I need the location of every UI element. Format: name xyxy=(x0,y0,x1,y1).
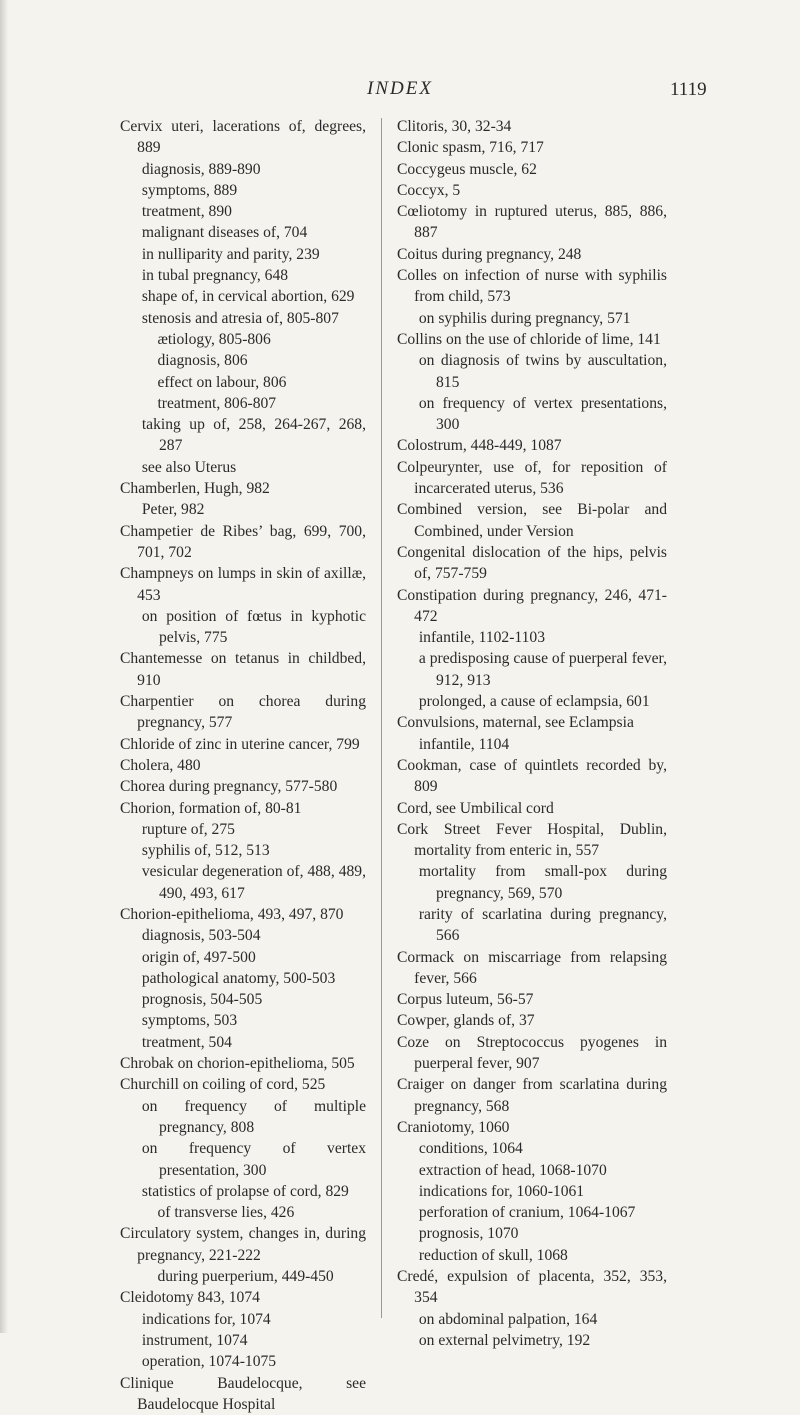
index-column-left xyxy=(120,116,366,1415)
index-entry: Cork Street Fever Hospital, Dublin, mortality from enteric in, 557 xyxy=(397,820,667,860)
page-header xyxy=(0,78,800,108)
index-entry: Colpeurynter, use of, for reposition of incarcerated uterus, 536 xyxy=(397,458,667,498)
index-entry: indications for, 1074 xyxy=(141,1310,271,1328)
index-entry: Constipation during pregnancy, 246, 471-472 xyxy=(397,586,667,625)
index-entry: see also Uterus xyxy=(141,458,237,476)
index-entry: Churchill on coiling of cord, 525 xyxy=(120,1076,326,1094)
index-entry: Champneys on lumps in skin of axillæ, 453 xyxy=(120,565,366,604)
index-entry: operation, 1074-1075 xyxy=(141,1353,277,1371)
column-divider xyxy=(381,118,382,1318)
index-entry: pathological anatomy, 500-503 xyxy=(141,969,336,987)
index-column-right xyxy=(397,116,667,1351)
index-entry: vesicular degeneration of, 488, 489, 490, 493, 617 xyxy=(141,863,366,902)
index-entry: Chloride of zinc in uterine cancer, 799 xyxy=(120,735,360,753)
index-entry: shape of, in cervical abortion, 629 xyxy=(141,288,355,306)
index-entry: of transverse lies, 426 xyxy=(157,1204,295,1222)
index-entry: treatment, 504 xyxy=(141,1033,232,1051)
index-entry: Colles on infection of nurse with syphilis from child, 573 xyxy=(397,267,667,306)
index-entry: treatment, 806-807 xyxy=(157,394,277,412)
index-entry: indications for, 1060-1061 xyxy=(418,1182,585,1200)
index-entry: rupture of, 275 xyxy=(141,820,235,838)
index-entry: Chamberlen, Hugh, 982 xyxy=(120,480,270,498)
index-entry: diagnosis, 889-890 xyxy=(141,160,261,178)
index-entry: Champetier de Ribes’ bag, 699, 700, 701, 702 xyxy=(120,522,366,561)
index-entry: symptoms, 889 xyxy=(141,181,238,199)
index-entry: Cervix uteri, lacerations of, degrees, 889 xyxy=(120,118,366,157)
index-entry: Cowper, glands of, 37 xyxy=(397,1012,535,1030)
index-entry: on frequency of vertex presentation, 300 xyxy=(141,1140,366,1179)
page-number: 1119 xyxy=(670,79,707,100)
index-entry: Clinique Baudelocque, see Baudelocque Hospital xyxy=(120,1374,366,1413)
index-entry: on frequency of multiple pregnancy, 808 xyxy=(141,1097,366,1136)
index-entry: a predisposing cause of puerperal fever, 912, 913 xyxy=(418,650,667,689)
page-edge-shadow xyxy=(0,0,8,1333)
running-title: INDEX xyxy=(367,78,433,99)
index-entry: origin of, 497-500 xyxy=(141,948,256,966)
index-entry: during puerperium, 449-450 xyxy=(157,1268,334,1286)
index-entry: prolonged, a cause of eclampsia, 601 xyxy=(418,693,650,711)
index-entry: syphilis of, 512, 513 xyxy=(141,842,270,860)
index-entry: taking up of, 258, 264-267, 268, 287 xyxy=(141,416,366,455)
index-entry: Corpus luteum, 56-57 xyxy=(397,991,534,1009)
index-entry: on diagnosis of twins by auscultation, 815 xyxy=(418,352,667,391)
index-entry: malignant diseases of, 704 xyxy=(141,224,308,242)
index-entry: Cœliotomy in ruptured uterus, 885, 886, 887 xyxy=(397,203,667,242)
index-entry: infantile, 1104 xyxy=(418,735,510,753)
index-entry: Congenital dislocation of the hips, pelvis of, 757-759 xyxy=(397,543,667,583)
index-entry: Chorion, formation of, 80-81 xyxy=(120,799,302,817)
index-entry: Collins on the use of chloride of lime, 141 xyxy=(397,330,661,348)
index-entry: on frequency of vertex presentations, 300 xyxy=(418,394,667,434)
index-entry: on position of fœtus in kyphotic pelvis, 775 xyxy=(141,607,366,647)
index-entry: extraction of head, 1068-1070 xyxy=(418,1161,607,1179)
index-entry: on syphilis during pregnancy, 571 xyxy=(418,309,631,327)
index-entry: effect on labour, 806 xyxy=(157,373,287,391)
index-entry: prognosis, 1070 xyxy=(418,1225,519,1243)
index-entry: diagnosis, 503-504 xyxy=(141,927,261,945)
index-entry: Cookman, case of quintlets recorded by, 809 xyxy=(397,756,667,796)
index-entry: treatment, 890 xyxy=(141,203,232,221)
index-entry: statistics of prolapse of cord, 829 xyxy=(141,1182,349,1200)
index-entry: Credé, expulsion of placenta, 352, 353, 354 xyxy=(397,1268,667,1307)
index-entry: stenosis and atresia of, 805-807 xyxy=(141,309,339,327)
index-entry: Coitus during pregnancy, 248 xyxy=(397,245,582,263)
index-entry: Charpentier on chorea during pregnancy, 577 xyxy=(120,693,366,732)
index-entry: reduction of skull, 1068 xyxy=(418,1246,568,1264)
index-entry: Coze on Streptococcus pyogenes in puerperal fever, 907 xyxy=(397,1033,667,1073)
index-entry: Convulsions, maternal, see Eclampsia xyxy=(397,714,634,732)
index-entry: ætiology, 805-806 xyxy=(157,330,271,348)
index-entry: Chorea during pregnancy, 577-580 xyxy=(120,778,338,796)
index-entry: in tubal pregnancy, 648 xyxy=(141,267,289,285)
index-entry: instrument, 1074 xyxy=(141,1331,248,1349)
index-entry: Peter, 982 xyxy=(141,501,205,519)
index-entry: Chantemesse on tetanus in childbed, 910 xyxy=(120,650,366,689)
index-entry: Craiger on danger from scarlatina during pregnancy, 568 xyxy=(397,1076,667,1115)
index-entry: rarity of scarlatina during pregnancy, 566 xyxy=(418,905,667,945)
index-entry: on abdominal palpation, 164 xyxy=(418,1310,598,1328)
index-entry: diagnosis, 806 xyxy=(157,352,248,370)
index-entry: Craniotomy, 1060 xyxy=(397,1118,510,1136)
index-entry: Chrobak on chorion-epithelioma, 505 xyxy=(120,1055,355,1073)
index-entry: perforation of cranium, 1064-1067 xyxy=(418,1204,636,1222)
index-entry: Clonic spasm, 716, 717 xyxy=(397,139,544,157)
index-entry: in nulliparity and parity, 239 xyxy=(141,245,320,263)
index-entry: Cormack on miscarriage from relapsing fever, 566 xyxy=(397,948,667,987)
index-entry: Combined version, see Bi-polar and Combined, under Version xyxy=(397,501,667,540)
index-entry: on external pelvimetry, 192 xyxy=(418,1331,591,1349)
index-entry: Circulatory system, changes in, during pregnancy, 221-222 xyxy=(120,1225,366,1264)
index-entry: Cleidotomy 843, 1074 xyxy=(120,1289,260,1307)
index-entry: Coccygeus muscle, 62 xyxy=(397,160,537,178)
index-entry: Colostrum, 448-449, 1087 xyxy=(397,437,562,455)
index-entry: Cholera, 480 xyxy=(120,756,201,774)
index-entry: symptoms, 503 xyxy=(141,1012,238,1030)
index-entry: Coccyx, 5 xyxy=(397,181,461,199)
index-entry: conditions, 1064 xyxy=(418,1140,523,1158)
index-entry: Chorion-epithelioma, 493, 497, 870 xyxy=(120,905,344,923)
index-entry: prognosis, 504-505 xyxy=(141,991,263,1009)
index-entry: infantile, 1102-1103 xyxy=(418,629,546,647)
index-entry: Clitoris, 30, 32-34 xyxy=(397,118,512,135)
index-entry: mortality from small-pox during pregnancy, 569, 570 xyxy=(418,863,667,902)
index-entry: Cord, see Umbilical cord xyxy=(397,799,554,817)
